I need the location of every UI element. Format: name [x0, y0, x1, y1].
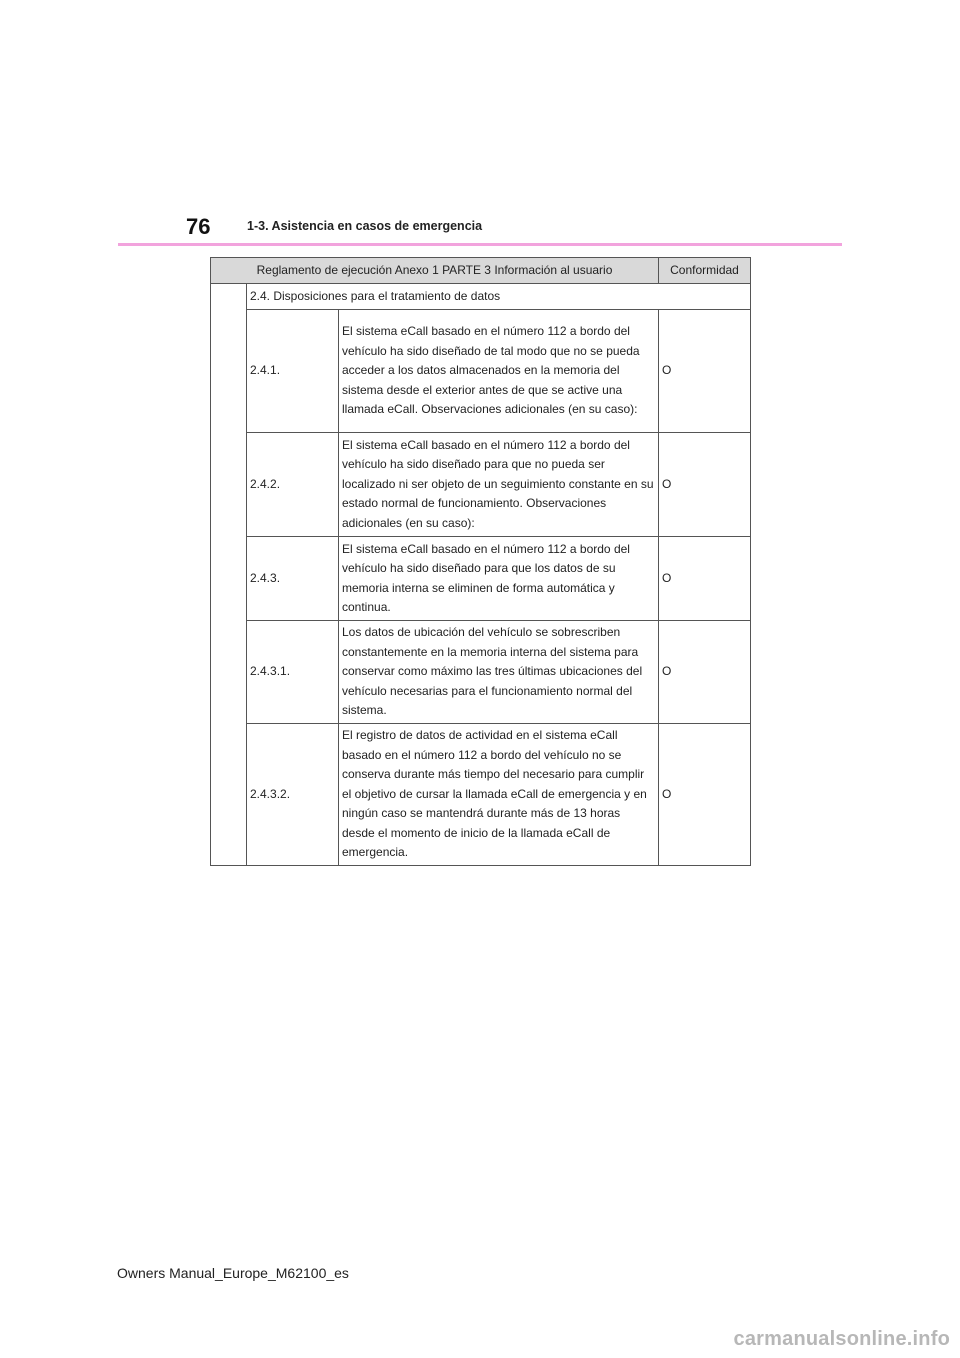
- table-header-row: [211, 258, 751, 284]
- table-row: [211, 433, 751, 537]
- subheader-text: 2.4. Disposiciones para el tratamiento de datos: [247, 284, 751, 310]
- row-number: 2.4.3.1.: [247, 621, 339, 724]
- row-number: 2.4.3.: [247, 537, 339, 621]
- row-number: 2.4.2.: [247, 433, 339, 537]
- footer-doc-id: Owners Manual_Europe_M62100_es: [117, 1265, 349, 1281]
- row-description: El sistema eCall basado en el número 112 a bordo del vehículo ha sido diseñado para que los datos de su memoria interna se eliminen de forma automática y continua.: [339, 537, 659, 621]
- row-description: El registro de datos de actividad en el sistema eCall basado en el número 112 a bordo del vehículo no se conserva durante más tiempo del necesario para cumplir el objetivo de cursar la llamada eCall de emergencia y en ningún caso se mantendrá durante más de 13 horas desde el momento de inicio de la llamada eCall de emergencia.: [339, 724, 659, 866]
- header-divider: [118, 243, 842, 246]
- page-number: 76: [186, 214, 211, 239]
- table-subheader-row: [211, 284, 751, 310]
- indent-cell: [211, 284, 247, 866]
- row-conformity: O: [659, 621, 751, 724]
- row-conformity: O: [659, 537, 751, 621]
- table-row: [211, 310, 751, 433]
- column-header-regulation: Reglamento de ejecución Anexo 1 PARTE 3 Información al usuario: [211, 258, 659, 284]
- row-description: El sistema eCall basado en el número 112 a bordo del vehículo ha sido diseñado para que no pueda ser localizado ni ser objeto de un seguimiento constante en su estado normal de funcionamiento. Observaciones adicionales (en su caso):: [339, 433, 659, 537]
- watermark-logo: carmanualsonline.info: [733, 1328, 950, 1350]
- row-conformity: O: [659, 310, 751, 433]
- row-description: El sistema eCall basado en el número 112 a bordo del vehículo ha sido diseñado de tal modo que no se pueda acceder a los datos almacenados en la memoria del sistema desde el exterior antes de que se active una llamada eCall. Observaciones adicionales (en su caso):: [339, 310, 659, 433]
- table-row: [211, 724, 751, 866]
- regulation-table: [210, 257, 751, 866]
- row-conformity: O: [659, 724, 751, 866]
- row-number: 2.4.3.2.: [247, 724, 339, 866]
- section-title: 1-3. Asistencia en casos de emergencia: [247, 219, 483, 233]
- table-row: [211, 621, 751, 724]
- row-conformity: O: [659, 433, 751, 537]
- row-description: Los datos de ubicación del vehículo se sobrescriben constantemente en la memoria interna del sistema para conservar como máximo las tres últimas ubicaciones del vehículo necesarias para el funcionamiento normal del sistema.: [339, 621, 659, 724]
- row-number: 2.4.1.: [247, 310, 339, 433]
- table-row: [211, 537, 751, 621]
- column-header-conformity: Conformidad: [659, 258, 751, 284]
